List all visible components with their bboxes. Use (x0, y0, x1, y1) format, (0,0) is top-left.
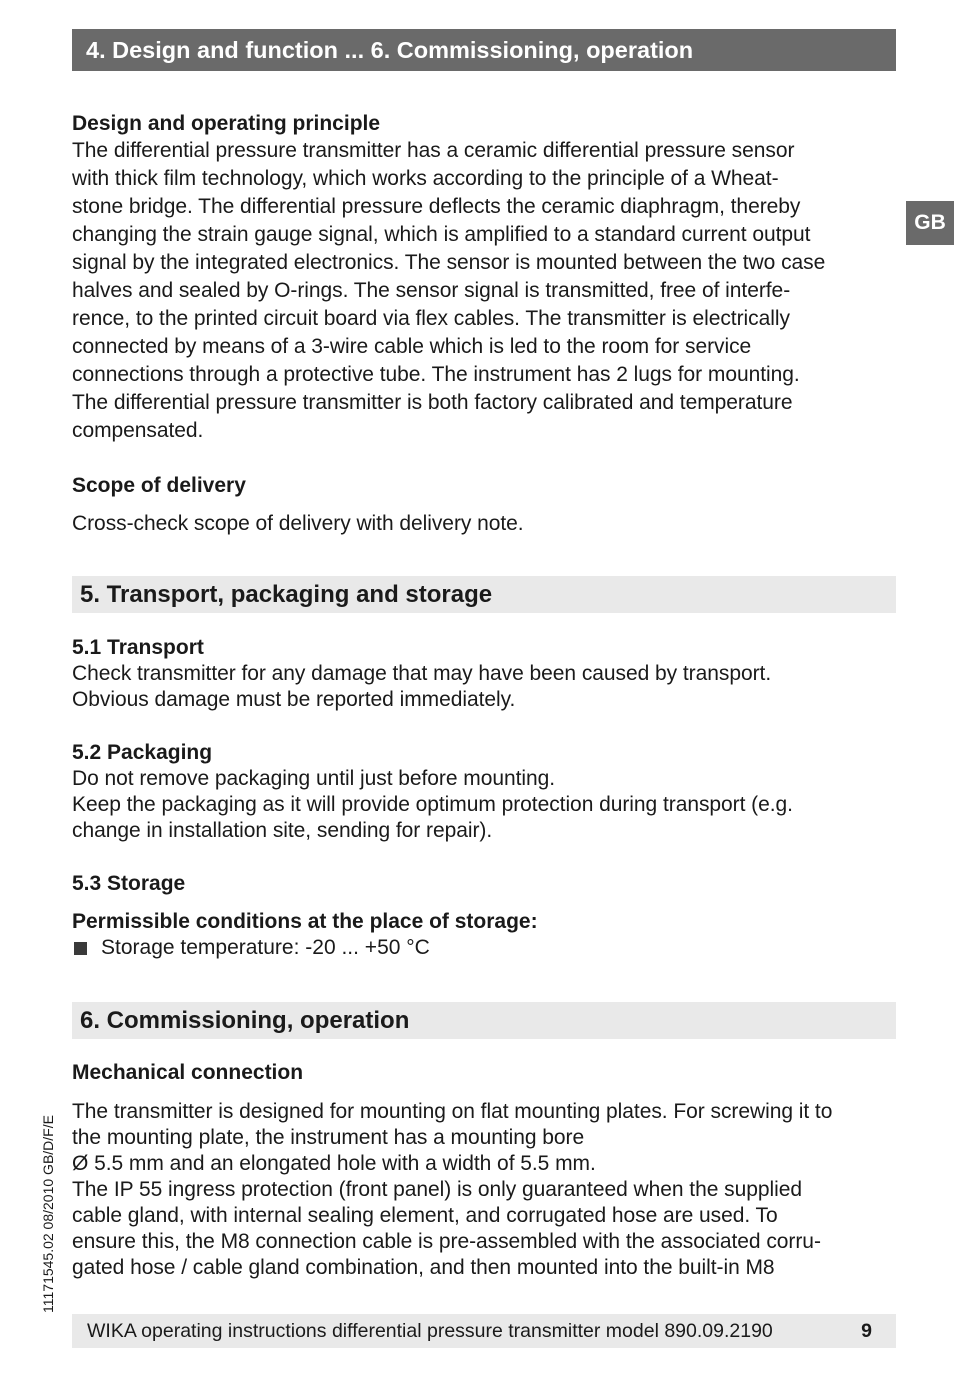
packaging-heading: 5.2 Packaging (72, 741, 213, 764)
square-bullet-icon (74, 942, 87, 955)
transport-body: Check transmitter for any damage that may have been caused by transport. Obvious damage must be reported immediately. (72, 662, 772, 711)
section-6-title: 6. Commissioning, operation (72, 1002, 896, 1039)
scope-body: Cross-check scope of delivery with delivery note. (72, 512, 524, 535)
page-header-title: 4. Design and function ... 6. Commissioning, operation (86, 37, 694, 63)
packaging-section (72, 740, 896, 844)
footer-text: WIKA operating instructions differential pressure transmitter model 890.09.2190 (87, 1320, 773, 1342)
transport-heading: 5.1 Transport (72, 636, 204, 659)
scope-section (72, 473, 896, 538)
list-item (72, 935, 896, 961)
design-body: The differential pressure transmitter has a ceramic differential pressure sensor with thick film technology, which works according to the principle of a Wheat- stone bridge. The differential pressure deflects the ceramic diaphragm, thereby changing the strain gauge signal, which is amplified to a standard current output signal by the integrated electronics. The sensor is mounted between the two case halves and sealed by O-rings. The sensor signal is transmitted, free of interfe- rence, to the printed circuit board via flex cables. The transmitter is electrically connected by means of a 3-wire cable which is led to the room for service connections through a protective tube. The instrument has 2 lugs for mounting. The differential pressure transmitter is both factory calibrated and temperature compensated. (72, 139, 826, 442)
design-section (72, 111, 896, 445)
storage-subheading: Permissible conditions at the place of storage: (72, 910, 538, 933)
mechanical-body: The transmitter is designed for mounting on flat mounting plates. For screwing it to the mounting plate, the instrument has a mounting bore Ø 5.5 mm and an elongated hole with a width of 5.5 mm. The IP 55 ingress protection (front panel) is only guaranteed when the supplied cable gland, with internal sealing element, and corrugated hose are used. To ensure this, the M8 connection cable is pre-assembled with the associated corru- gated hose / cable gland combination, and then mounted into the built-in M8 (72, 1100, 833, 1279)
scope-heading: Scope of delivery (72, 474, 246, 497)
storage-temperature: Storage temperature: -20 ... +50 °C (101, 936, 430, 959)
page-number: 9 (861, 1320, 872, 1342)
storage-section (72, 871, 896, 961)
packaging-body: Do not remove packaging until just before mounting. Keep the packaging as it will provide optimum protection during transport (e.g. change in installation site, sending for repair). (72, 767, 793, 842)
document-code: 11171545.02 08/2010 GB/D/F/E (40, 1115, 56, 1313)
language-tab-gb: GB (906, 201, 954, 245)
mechanical-heading: Mechanical connection (72, 1061, 304, 1084)
page-footer (72, 1314, 896, 1348)
transport-section (72, 635, 896, 713)
design-heading: Design and operating principle (72, 112, 381, 135)
mechanical-section (72, 1060, 896, 1281)
page-header (72, 29, 896, 71)
storage-heading: 5.3 Storage (72, 872, 186, 895)
section-5-title: 5. Transport, packaging and storage (72, 576, 896, 613)
